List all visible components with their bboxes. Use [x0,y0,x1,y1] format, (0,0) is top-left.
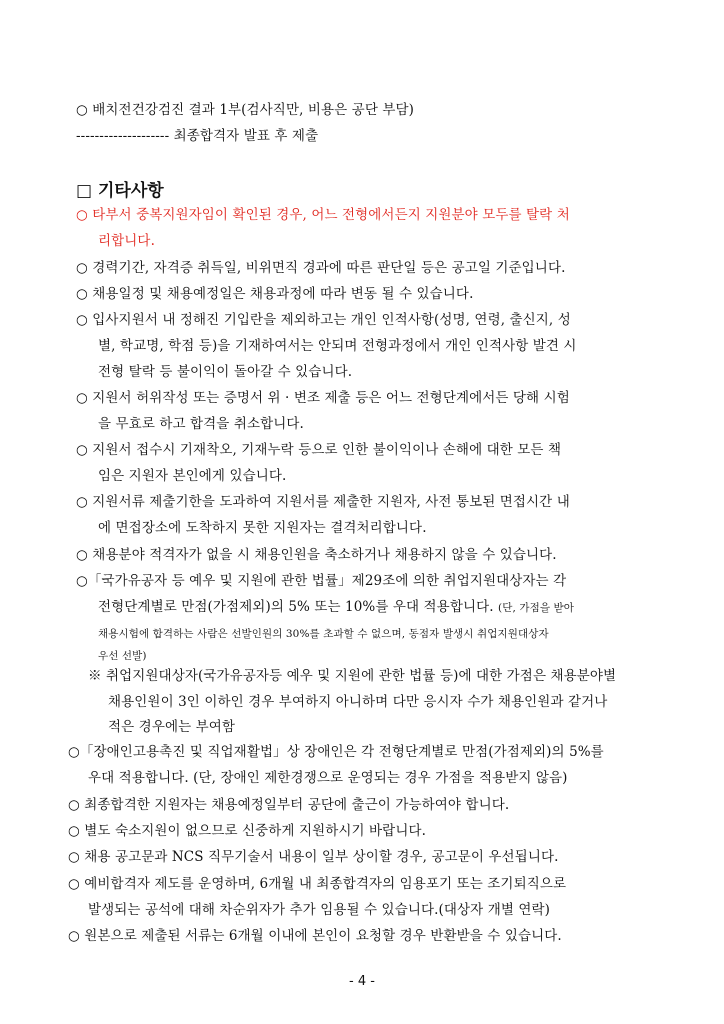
remark-note-continued: 적은 경우에는 부여함 [108,719,236,735]
list-item: ○ 채용 공고문과 NCS 직무기술서 내용이 일부 상이할 경우, 공고문이 우선됩니다. [68,849,559,865]
list-item: ○ 경력기간, 자격증 취득일, 비위면직 경과에 따른 판단일 등은 공고일 기준입니다. [76,260,566,276]
list-item: ○ 예비합격자 제도를 운영하며, 6개월 내 최종합격자의 임용포기 또는 조기퇴직으로 [68,876,567,892]
health-check-item: ○ 배치전건강검진 결과 1부(검사직만, 비용은 공단 부담) [76,102,415,118]
remark-note-continued: 채용인원이 3인 이하인 경우 부여하지 아니하며 다만 응시자 수가 채용인원과 같거나 [108,694,608,710]
list-item-continued [98,598,574,617]
list-item: ○ 지원서 접수시 기재착오, 기재누락 등으로 인한 불이익이나 손해에 대한 모든 책 [76,442,562,458]
list-item: ○ 원본으로 제출된 서류는 6개월 이내에 본인이 요청할 경우 반환받을 수 있습니다. [68,928,562,944]
list-item: ○ 별도 숙소지원이 없으므로 신중하게 지원하시기 바랍니다. [68,823,427,839]
list-item: ○「장애인고용촉진 및 직업재활법」상 장애인은 각 전형단계별로 만점(가점제외)의 5%를 [68,744,604,760]
list-item-continued: 임은 지원자 본인에게 있습니다. [98,468,287,484]
list-item-continued: 전형 탈락 등 불이익이 돌아갈 수 있습니다. [98,364,353,380]
list-item-small-note: (단, 가점을 받아 [498,602,575,614]
page-number: - 4 - [349,974,375,989]
remark-note: ※ 취업지원대상자(국가유공자등 예우 및 지원에 관한 법률 등)에 대한 가점은 채용분야별 [88,668,617,684]
list-item: ○「국가유공자 등 예우 및 지원에 관한 법률」제29조에 의한 취업지원대상자는 각 [76,573,567,589]
list-item: ○ 채용분야 적격자가 없을 시 채용인원을 축소하거나 채용하지 않을 수 있습니다. [76,547,557,563]
list-item-text: 전형단계별로 만점(가점제외)의 5% 또는 10%를 우대 적용합니다. [98,599,494,615]
list-item: ○ 타부서 중복지원자임이 확인된 경우, 어느 전형에서든지 지원분야 모두를 탈락 처 [76,207,570,223]
list-item-continued: 우대 적용합니다. (단, 장애인 제한경쟁으로 운영되는 경우 가점을 적용받지 않음) [88,770,568,786]
submission-note: -------------------- 최종합격자 발표 후 제출 [76,128,319,144]
section-heading: □ 기타사항 [76,181,164,201]
list-item: ○ 채용일정 및 채용예정일은 채용과정에 따라 변동 될 수 있습니다. [76,286,474,302]
list-item-small-note: 우선 선발) [98,650,147,662]
list-item: ○ 지원서 허위작성 또는 증명서 위 · 변조 제출 등은 어느 전형단계에서든 당해 시험 [76,390,570,406]
list-item-continued: 별, 학교명, 학점 등)을 기재하여서는 안되며 전형과정에서 개인 인적사항 발견 시 [98,338,577,354]
list-item-continued: 발생되는 공석에 대해 차순위자가 추가 임용될 수 있습니다.(대상자 개별 연락) [88,902,551,918]
list-item: ○ 입사지원서 내 정해진 기입란을 제외하고는 개인 인적사항(성명, 연령, 출신지, 성 [76,312,571,328]
list-item-continued: 을 무효로 하고 합격을 취소합니다. [98,416,304,432]
list-item: ○ 최종합격한 지원자는 채용예정일부터 공단에 출근이 가능하여야 합니다. [68,797,510,813]
list-item: ○ 지원서류 제출기한을 도과하여 지원서를 제출한 지원자, 사전 통보된 면접시간 내 [76,494,570,510]
list-item-small-note: 채용시험에 합격하는 사람은 선발인원의 30%를 초과할 수 없으며, 동점자 발생시 취업지원대상자 [98,628,549,640]
list-item-continued: 리합니다. [98,233,155,249]
list-item-continued: 에 면접장소에 도착하지 못한 지원자는 결격처리합니다. [98,520,427,536]
